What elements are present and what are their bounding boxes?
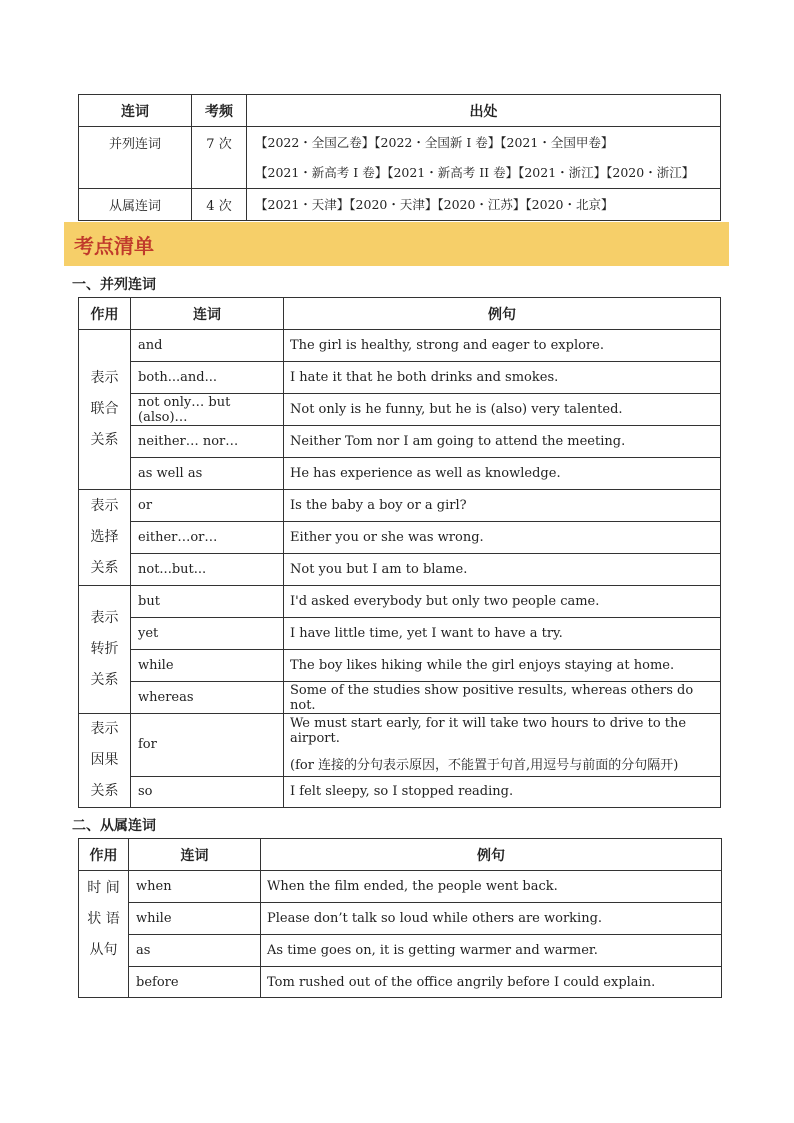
function-cell xyxy=(79,871,129,998)
function-text: 时 间 xyxy=(87,880,120,896)
example: Some of the studies show positive results, whereas others do not. xyxy=(284,682,721,714)
example: I have little time, yet I want to have a try. xyxy=(284,618,721,650)
table-row xyxy=(79,586,721,618)
function-text: 关系 xyxy=(90,432,119,448)
section-banner xyxy=(64,222,729,266)
function-text: 因果 xyxy=(90,752,119,768)
function-text: 表示 xyxy=(90,498,119,514)
subordinating-conjunctions-table xyxy=(78,838,722,998)
table-row xyxy=(79,330,721,362)
table-row xyxy=(79,362,721,394)
conjunction: not...but... xyxy=(131,554,284,586)
table-row xyxy=(79,522,721,554)
function-cell xyxy=(79,714,131,808)
header-conjunction: 连词 xyxy=(131,298,284,330)
conjunction: and xyxy=(131,330,284,362)
example: I hate it that he both drinks and smokes. xyxy=(284,362,721,394)
banner-title: 考点清单 xyxy=(74,234,154,258)
header-frequency: 考频 xyxy=(192,95,247,127)
table-header-row xyxy=(79,298,721,330)
header-conjunction: 连词 xyxy=(129,839,261,871)
conjunction: whereas xyxy=(131,682,284,714)
example: Is the baby a boy or a girl? xyxy=(284,490,721,522)
conjunction: while xyxy=(129,903,261,935)
table-row xyxy=(79,426,721,458)
function-text: 状 语 xyxy=(87,911,120,927)
table-row xyxy=(79,490,721,522)
function-text: 表示 xyxy=(90,370,119,386)
header-example: 例句 xyxy=(261,839,722,871)
conjunction: before xyxy=(129,967,261,998)
coordinating-conjunctions-table xyxy=(78,297,721,808)
example: We must start early, for it will take two hours to drive to the airport. xyxy=(290,716,687,747)
frequency-table xyxy=(78,94,721,221)
function-cell xyxy=(79,586,131,714)
conjunction: for xyxy=(131,714,284,777)
example: I felt sleepy, so I stopped reading. xyxy=(284,776,721,807)
source-cell xyxy=(247,127,721,189)
table-row xyxy=(79,967,722,998)
function-text: 表示 xyxy=(90,610,119,626)
example: When the film ended, the people went back. xyxy=(261,871,722,903)
conj-type: 并列连词 xyxy=(79,127,192,189)
conjunction: neither… nor… xyxy=(131,426,284,458)
function-text: 关系 xyxy=(90,783,119,799)
example: As time goes on, it is getting warmer and warmer. xyxy=(261,935,722,967)
table-row xyxy=(79,776,721,807)
conjunction: while xyxy=(131,650,284,682)
table-header-row xyxy=(79,839,722,871)
example: Not you but I am to blame. xyxy=(284,554,721,586)
table-row xyxy=(79,650,721,682)
table-row xyxy=(79,127,721,189)
function-cell xyxy=(79,490,131,586)
conj-type: 从属连词 xyxy=(79,189,192,221)
function-text: 从句 xyxy=(89,942,118,958)
example-note: (for 连接的分句表示原因，不能置于句首,用逗号与前面的分句隔开) xyxy=(290,758,679,774)
function-text: 关系 xyxy=(90,672,119,688)
header-source: 出处 xyxy=(247,95,721,127)
header-function: 作用 xyxy=(79,298,131,330)
conjunction: yet xyxy=(131,618,284,650)
conjunction: both...and... xyxy=(131,362,284,394)
example: The boy likes hiking while the girl enjoys staying at home. xyxy=(284,650,721,682)
source-line: 【2021・新高考 I 卷】【2021・新高考 II 卷】【2021・浙江】【2020・浙江】 xyxy=(255,164,695,180)
table-row xyxy=(79,618,721,650)
table-row xyxy=(79,458,721,490)
example: Neither Tom nor I am going to attend the meeting. xyxy=(284,426,721,458)
table-row xyxy=(79,554,721,586)
header-function: 作用 xyxy=(79,839,129,871)
function-cell xyxy=(79,330,131,490)
function-text: 选择 xyxy=(90,529,119,545)
freq-count: 7 次 xyxy=(192,127,247,189)
example-cell xyxy=(284,714,721,777)
source-line: 【2021・天津】【2020・天津】【2020・江苏】【2020・北京】 xyxy=(255,196,614,212)
header-conjunction: 连词 xyxy=(79,95,192,127)
example: Not only is he funny, but he is (also) very talented. xyxy=(284,394,721,426)
example: Please don’t talk so loud while others are working. xyxy=(261,903,722,935)
function-text: 表示 xyxy=(90,721,119,737)
example: Tom rushed out of the office angrily before I could explain. xyxy=(261,967,722,998)
conjunction: either…or… xyxy=(131,522,284,554)
conjunction: when xyxy=(129,871,261,903)
table-header-row xyxy=(79,95,721,127)
conjunction: so xyxy=(131,776,284,807)
conjunction: not only… but (also)… xyxy=(131,394,284,426)
table-row xyxy=(79,189,721,221)
example: The girl is healthy, strong and eager to explore. xyxy=(284,330,721,362)
example: Either you or she was wrong. xyxy=(284,522,721,554)
conjunction: or xyxy=(131,490,284,522)
function-text: 转折 xyxy=(90,641,119,657)
header-example: 例句 xyxy=(284,298,721,330)
freq-count: 4 次 xyxy=(192,189,247,221)
example: He has experience as well as knowledge. xyxy=(284,458,721,490)
source-line: 【2022・全国乙卷】【2022・全国新 I 卷】【2021・全国甲卷】 xyxy=(255,134,614,150)
table-row xyxy=(79,714,721,777)
table-row xyxy=(79,682,721,714)
example: I'd asked everybody but only two people came. xyxy=(284,586,721,618)
table-row xyxy=(79,903,722,935)
table-row xyxy=(79,871,722,903)
conjunction: but xyxy=(131,586,284,618)
table-row xyxy=(79,935,722,967)
function-text: 关系 xyxy=(90,560,119,576)
table-row xyxy=(79,394,721,426)
conjunction: as xyxy=(129,935,261,967)
function-text: 联合 xyxy=(90,401,119,417)
source-cell xyxy=(247,189,721,221)
section-title: 一、并列连词 xyxy=(72,277,156,293)
section-title: 二、从属连词 xyxy=(72,818,156,834)
conjunction: as well as xyxy=(131,458,284,490)
